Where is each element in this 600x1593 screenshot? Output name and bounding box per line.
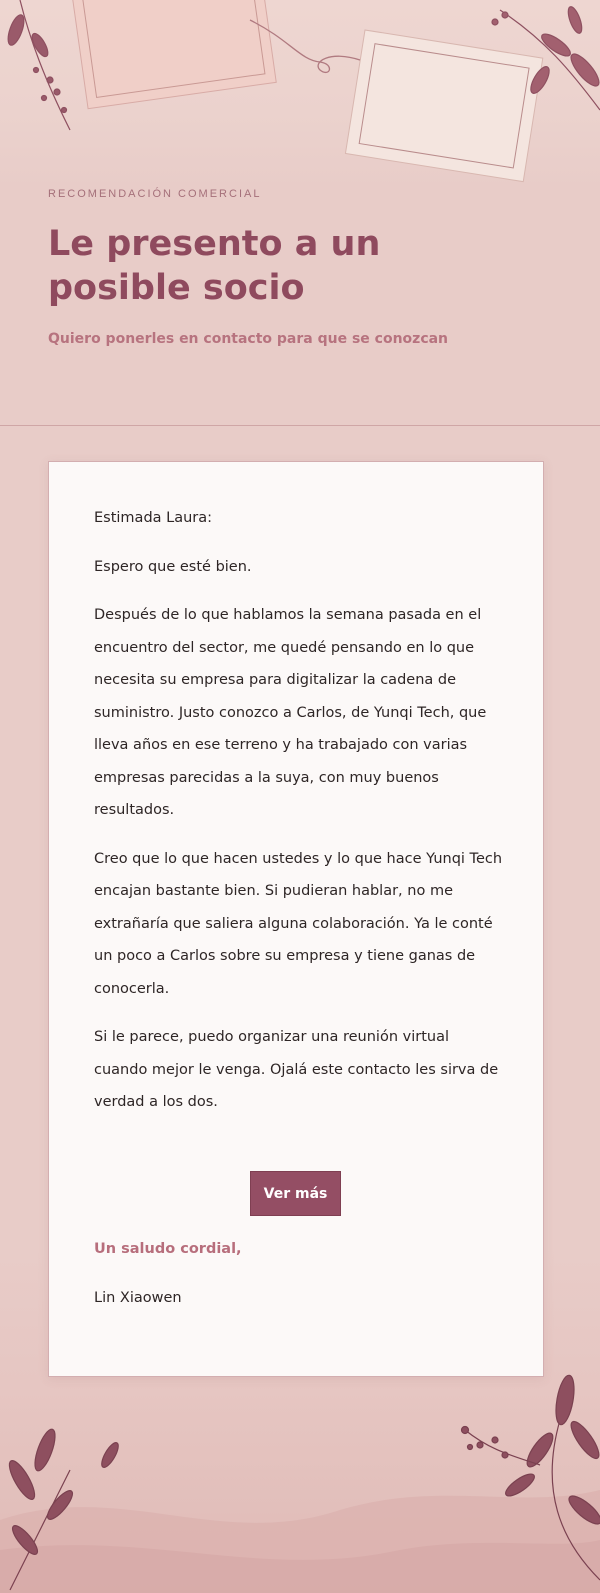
- page-subtitle: Quiero ponerles en contacto para que se conozcan: [48, 331, 449, 347]
- header-illustration: [0, 0, 600, 190]
- category-label: RECOMENDACIÓN COMERCIAL: [48, 188, 262, 200]
- page-header: [48, 180, 548, 347]
- letter-body: [94, 502, 504, 1135]
- letter-closing: Un saludo cordial,: [94, 1241, 242, 1257]
- letter-paragraph: Creo que lo que hacen ustedes y lo que hace Yunqi Tech encajan bastante bien. Si pudieran hablar, no me extrañaría que saliera alguna colaboración. Ya le conté un poco a Carlos sobre su empresa y tiene ganas de conocerla.: [94, 850, 503, 997]
- letter-greeting: Estimada Laura:: [94, 510, 213, 526]
- see-more-button[interactable]: Ver más: [250, 1171, 341, 1216]
- header-divider: [0, 425, 600, 426]
- letter-paragraph: Espero que esté bien.: [94, 558, 252, 575]
- letter-card: [48, 461, 544, 1377]
- cards-illustration: [0, 0, 600, 190]
- letter-signature: Lin Xiaowen: [94, 1290, 182, 1306]
- letter-paragraph: Si le parece, puedo organizar una reunión virtual cuando mejor le venga. Ojalá este contacto les sirva de verdad a los dos.: [94, 1029, 499, 1110]
- page-title: Le presento a un posible socio: [48, 224, 381, 308]
- letter-paragraph: Después de lo que hablamos la semana pasada en el encuentro del sector, me quedé pensando en lo que necesita su empresa para digitalizar la cadena de suministro. Justo conozco a Carlos, de Yunqi Tech, que lleva años en ese terreno y ha trabajado con varias empresas parecidas a la suya, con muy buenos resultados.: [94, 607, 487, 818]
